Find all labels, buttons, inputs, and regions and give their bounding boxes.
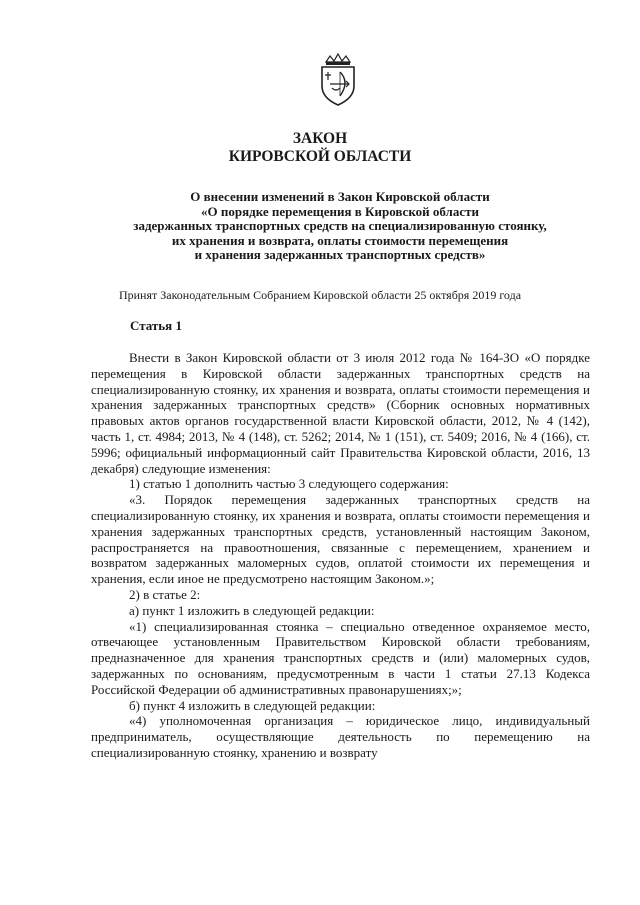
- article-paragraph: 2) в статье 2:: [129, 586, 201, 602]
- law-subject: [60, 190, 620, 263]
- article-body: [91, 350, 590, 761]
- subject-line: и хранения задержанных транспортных средств»: [194, 247, 486, 262]
- article-paragraph: а) пункт 1 изложить в следующей редакции:: [129, 602, 375, 618]
- subject-line: их хранения и возврата, оплаты стоимости перемещения: [171, 232, 509, 248]
- law-title: [0, 130, 640, 166]
- article-paragraph: б) пункт 4 изложить в следующей редакции:: [129, 697, 376, 713]
- article-paragraph: 1) статью 1 дополнить частью 3 следующего содержания:: [129, 476, 449, 492]
- article-paragraph: Внести в Закон Кировской области от 3 июля 2012 года № 164-ЗО «О порядке перемещения в Кировской области задержанных транспортных средств на специализированную стоянку, их хранения и возврата, оплаты стоимости перемещения и хранения задержанных транспортных средств» (Сборник основных нормативных правовых актов органов государственной власти Кировской области, 2012, № 4 (142), часть 1, ст. 4984; 2013, № 4 (148), ст. 5262; 2014, № 1 (151), ст. 5409; 2016, № 4 (166), ст. 5996; официальный информационный сайт Правительства Кировской области, 2016, 13 декабря) следующие изменения:: [91, 350, 590, 476]
- adoption-note: Принят Законодательным Собранием Кировской области 25 октября 2019 года: [118, 288, 522, 302]
- kirov-region-coat-of-arms-icon: [318, 52, 358, 108]
- article-paragraph: «1) специализированная стоянка – специально отведенное охраняемое место, отвечающее установленным Правительством Кировской области требованиям, предназначенное для хранения транспортных средств и (или) маломерных судов, задержанных по основаниям, предусмотренным в части 1 статьи 27.13 Кодекса Российской Федерации об административных правонарушениях;»;: [91, 618, 590, 697]
- subject-line: задержанных транспортных средств на специализированную стоянку,: [133, 218, 547, 233]
- subject-line: О внесении изменений в Закон Кировской области: [190, 189, 490, 204]
- article-paragraph: «4) уполномоченная организация – юридическое лицо, индивидуальный предприниматель, осуществляющие деятельность по перемещению на специализированную стоянку, хранению и возврату: [91, 713, 590, 760]
- article-paragraph: «3. Порядок перемещения задержанных транспортных средств на специализированную стоянку, их хранения и возврата, оплаты стоимости перемещения и хранения задержанных транспортных средств, установленный настоящим Законом, распространяется на правоотношения, связанные с перемещением, хранением и возвратом задержанных маломерных судов, оплатой стоимости их перемещения и хранения, если иное не предусмотрено настоящим Законом.»;: [91, 492, 590, 587]
- law-title-line: КИРОВСКОЙ ОБЛАСТИ: [228, 148, 412, 165]
- subject-line: «О порядке перемещения в Кировской области: [201, 203, 479, 219]
- law-title-line: ЗАКОН: [292, 130, 348, 147]
- article-title: Статья 1: [130, 318, 182, 333]
